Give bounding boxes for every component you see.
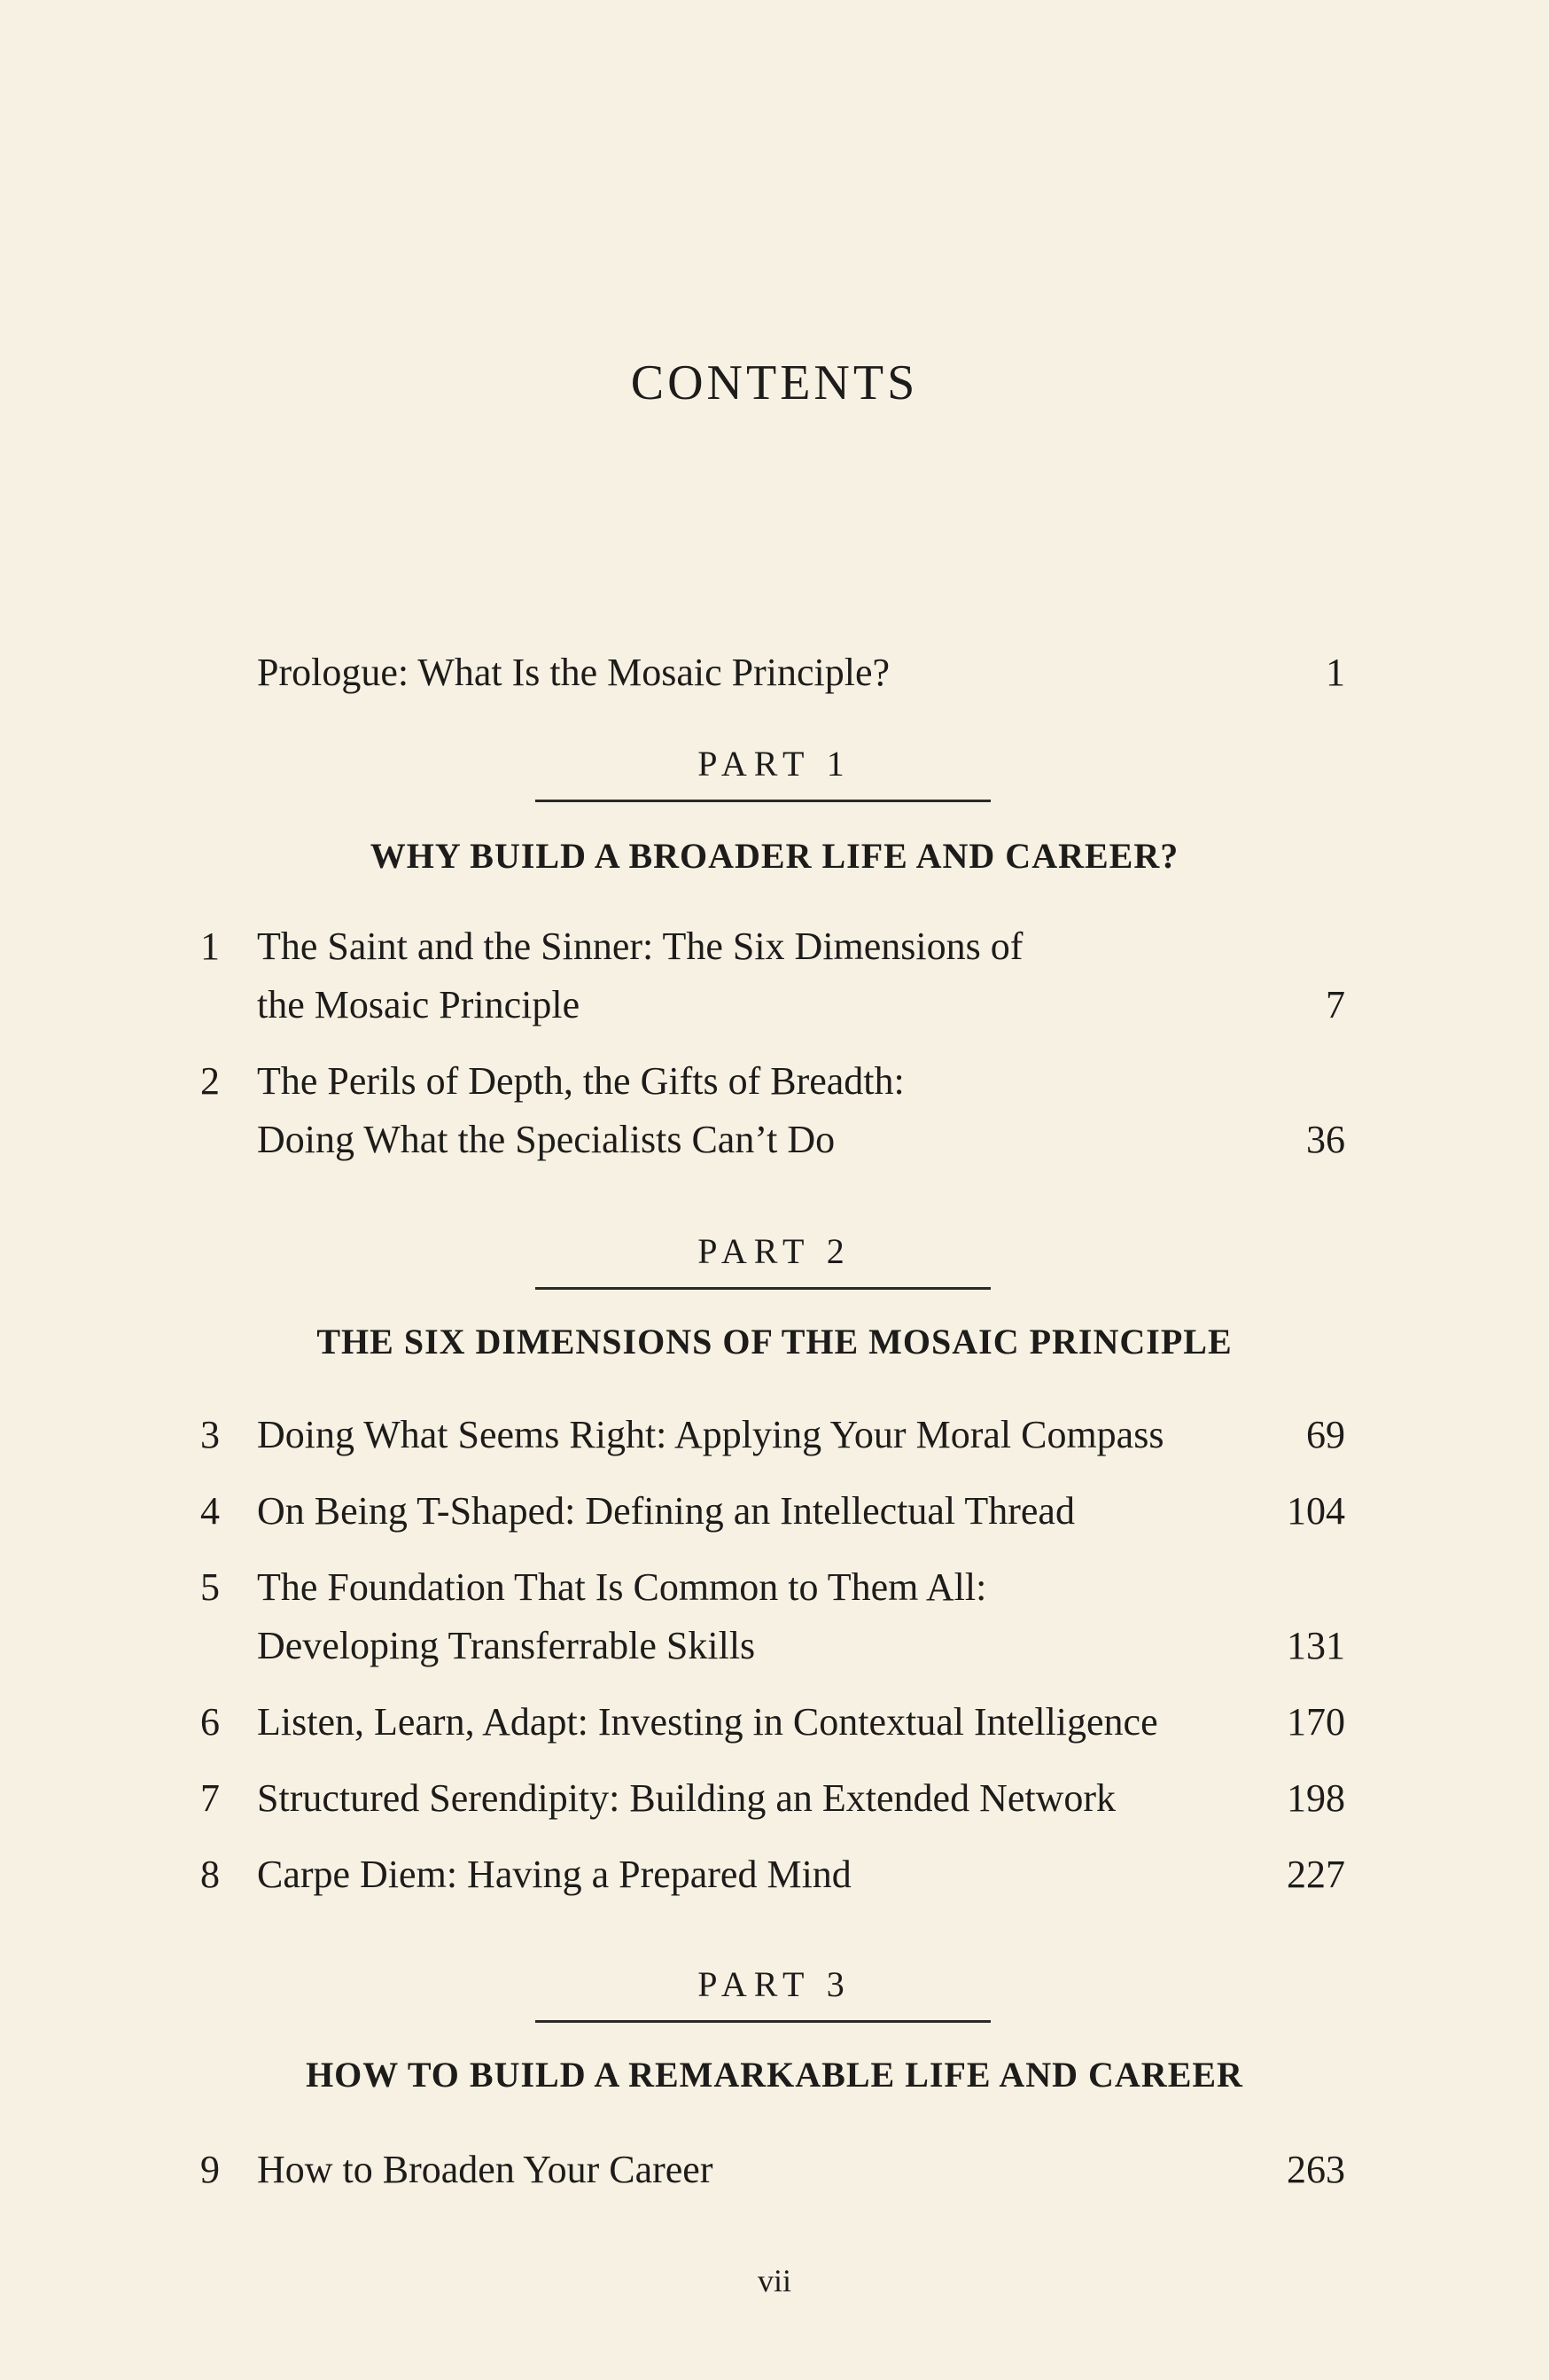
toc-entry-text: Prologue: What Is the Mosaic Principle? <box>257 651 891 694</box>
chapter-title: How to Broaden Your Career <box>257 2148 713 2191</box>
toc-page-number: 263 <box>1287 2148 1345 2191</box>
toc-page-number: 36 <box>1306 1118 1345 1161</box>
chapter-number: 4 <box>200 1489 220 1533</box>
toc-page-number: 7 <box>1326 983 1345 1026</box>
chapter-number: 3 <box>200 1413 220 1456</box>
chapter-number: 2 <box>200 1059 220 1103</box>
chapter-title-line-2: Developing Transferrable Skills <box>257 1624 756 1667</box>
toc-page-number: 170 <box>1287 1700 1345 1744</box>
chapter-title-line-1: The Foundation That Is Common to Them All: <box>257 1565 987 1609</box>
part-label: PART 2 <box>697 1231 852 1271</box>
part-label: PART 1 <box>697 744 852 784</box>
toc-entry-prologue <box>0 644 1549 702</box>
toc-entry-chapter-1 <box>0 917 1549 1034</box>
page-folio: vii <box>757 2263 791 2298</box>
toc-page-number: 69 <box>1306 1413 1345 1456</box>
chapter-number: 7 <box>200 1776 220 1820</box>
chapter-title: Doing What Seems Right: Applying Your Moral Compass <box>257 1413 1164 1456</box>
part-label: PART 3 <box>697 1964 852 2004</box>
chapter-title: Carpe Diem: Having a Prepared Mind <box>257 1853 852 1896</box>
chapter-title: Listen, Learn, Adapt: Investing in Contextual Intelligence <box>257 1700 1158 1744</box>
chapter-title-line-1: The Perils of Depth, the Gifts of Breadth: <box>257 1059 905 1103</box>
part-rule <box>535 800 991 802</box>
chapter-number: 5 <box>200 1565 220 1609</box>
toc-page-number: 1 <box>1326 651 1345 694</box>
part-title: THE SIX DIMENSIONS OF THE MOSAIC PRINCIPLE <box>316 1322 1233 1362</box>
part-rule <box>535 1287 991 1290</box>
toc-page-number: 104 <box>1287 1489 1345 1533</box>
chapter-title: On Being T-Shaped: Defining an Intellectual Thread <box>257 1489 1075 1533</box>
toc-page-number: 227 <box>1287 1853 1345 1896</box>
toc-page-number: 131 <box>1287 1624 1345 1667</box>
chapter-number: 1 <box>200 925 220 968</box>
chapter-title: Structured Serendipity: Building an Extended Network <box>257 1776 1117 1820</box>
chapter-number: 9 <box>200 2148 220 2191</box>
toc-page-number: 198 <box>1287 1776 1345 1820</box>
chapter-number: 6 <box>200 1700 220 1744</box>
part-title: WHY BUILD A BROADER LIFE AND CAREER? <box>370 836 1179 876</box>
part-title: HOW TO BUILD A REMARKABLE LIFE AND CAREER <box>306 2055 1243 2095</box>
part-rule <box>535 2020 991 2023</box>
chapter-title-line-2: the Mosaic Principle <box>257 983 580 1026</box>
page-title: CONTENTS <box>630 355 919 410</box>
chapter-title-line-1: The Saint and the Sinner: The Six Dimensions of <box>257 925 1024 968</box>
chapter-title-line-2: Doing What the Specialists Can’t Do <box>257 1118 836 1161</box>
chapter-number: 8 <box>200 1853 220 1896</box>
